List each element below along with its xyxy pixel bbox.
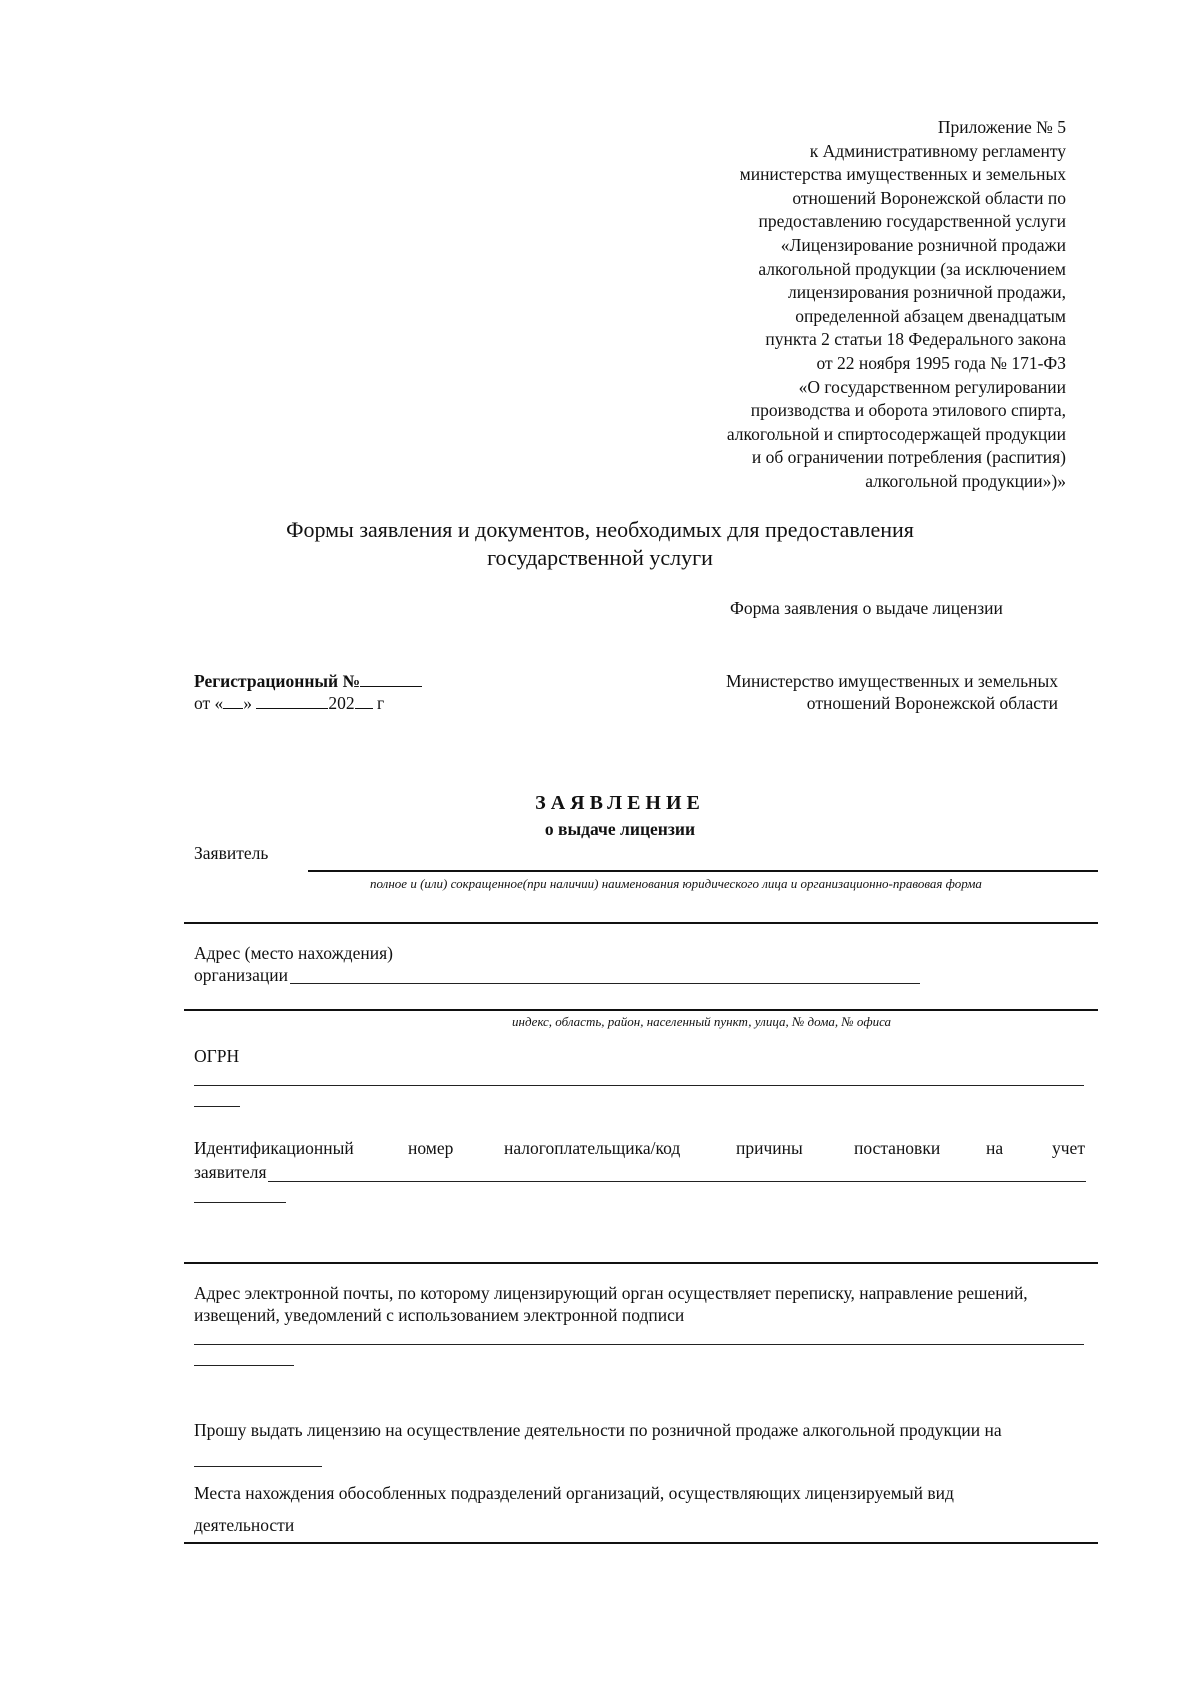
annex-line: министерства имущественных и земельных [739, 164, 1066, 185]
date-day-field[interactable] [223, 692, 243, 709]
annex-line: предоставлению государственной услуги [758, 211, 1066, 232]
annex-line: к Административному регламенту [809, 140, 1066, 161]
address-field[interactable] [290, 983, 920, 984]
inn-field-tail[interactable] [194, 1202, 286, 1203]
inn-word: Идентификационный [194, 1138, 354, 1158]
application-subtitle: о выдаче лицензии [544, 819, 696, 839]
addressee-line2: отношений Воронежской области [806, 693, 1058, 713]
inn-word: постановки [854, 1138, 941, 1158]
annex-line: пункта 2 статьи 18 Федерального закона [765, 329, 1066, 350]
ogrn-label: ОГРН [194, 1046, 240, 1066]
inn-word: на [986, 1138, 1004, 1158]
annex-line: «Лицензирование розничной продажи [780, 234, 1066, 255]
branches-label: Места нахождения обособленных подразделений организаций, осуществляющих лицензируемый вид [194, 1483, 954, 1503]
application-heading [420, 790, 820, 842]
annex-line: лицензирования розничной продажи, [788, 282, 1066, 303]
address-hint: индекс, область, район, населенный пункт, улица, № дома, № офиса [512, 1014, 892, 1029]
inn-word: номер [408, 1138, 454, 1158]
inn-label-line2: заявителя [194, 1162, 267, 1182]
address-field-line2[interactable] [184, 1009, 1098, 1011]
annex-line: производства и оборота этилового спирта, [750, 400, 1066, 421]
annex-line: «О государственном регулировании [798, 376, 1066, 397]
branches-label-line2: деятельности [194, 1515, 295, 1535]
applicant-field-line2[interactable] [184, 922, 1098, 924]
date-year-suffix: г [377, 693, 385, 713]
annex-line: алкогольной продукции (за исключением [758, 258, 1066, 279]
document-title-line2: государственной услуги [487, 545, 713, 570]
form-name: Форма заявления о выдаче лицензии [730, 598, 1003, 618]
annex-line: от 22 ноября 1995 года № 171-ФЗ [816, 352, 1066, 373]
annex-line: Приложение № 5 [937, 117, 1066, 137]
annex-line: и об ограничении потребления (распития) [751, 447, 1066, 468]
date-mid: » [243, 693, 253, 713]
addressee-line1: Министерство имущественных и земельных [726, 671, 1058, 691]
registration-number-field[interactable] [360, 670, 422, 687]
email-field-tail[interactable] [194, 1365, 294, 1366]
document-title [210, 516, 990, 572]
applicant-hint: полное и (или) сокращенное(при наличии) наименования юридического лица и организационно-правовая форма [370, 876, 982, 891]
registration-block [194, 670, 422, 714]
inn-word: налогоплательщика/код [504, 1138, 681, 1158]
annex-line: отношений Воронежской области по [792, 187, 1066, 208]
applicant-label: Заявитель [194, 843, 269, 863]
request-text: Прошу выдать лицензию на осуществление деятельности по розничной продаже алкогольной продукции на [194, 1420, 1002, 1440]
annex-line: определенной абзацем двенадцатым [795, 305, 1066, 326]
annex-header [606, 116, 1066, 494]
date-year-field[interactable] [355, 692, 373, 709]
document-title-line1: Формы заявления и документов, необходимых для предоставления [286, 517, 914, 542]
annex-line: алкогольной продукции»)» [865, 470, 1066, 491]
ogrn-field[interactable] [194, 1085, 1084, 1086]
request-field[interactable] [194, 1466, 322, 1467]
date-year: 202 [328, 693, 355, 713]
email-label: Адрес электронной почты, по которому лицензирующий орган осуществляет переписку, направление решений, [194, 1283, 1028, 1303]
date-prefix: от « [194, 693, 224, 713]
address-label: Адрес (место нахождения) [194, 943, 393, 963]
annex-line: алкогольной и спиртосодержащей продукции [726, 423, 1066, 444]
email-field[interactable] [194, 1344, 1084, 1345]
registration-label: Регистрационный № [194, 671, 361, 691]
inn-field-line2[interactable] [184, 1262, 1098, 1264]
application-title: ЗАЯВЛЕНИЕ [535, 792, 705, 814]
inn-word: учет [1052, 1138, 1085, 1158]
ogrn-field-tail[interactable] [194, 1106, 240, 1107]
inn-word: причины [736, 1138, 803, 1158]
inn-field[interactable] [268, 1181, 1086, 1182]
email-label-line2: извещений, уведомлений с использованием электронной подписи [194, 1305, 685, 1325]
address-label-line2: организации [194, 965, 288, 985]
applicant-field[interactable] [308, 870, 1098, 872]
addressee [726, 670, 1058, 714]
date-month-field[interactable] [256, 692, 328, 709]
branches-field[interactable] [184, 1542, 1098, 1544]
